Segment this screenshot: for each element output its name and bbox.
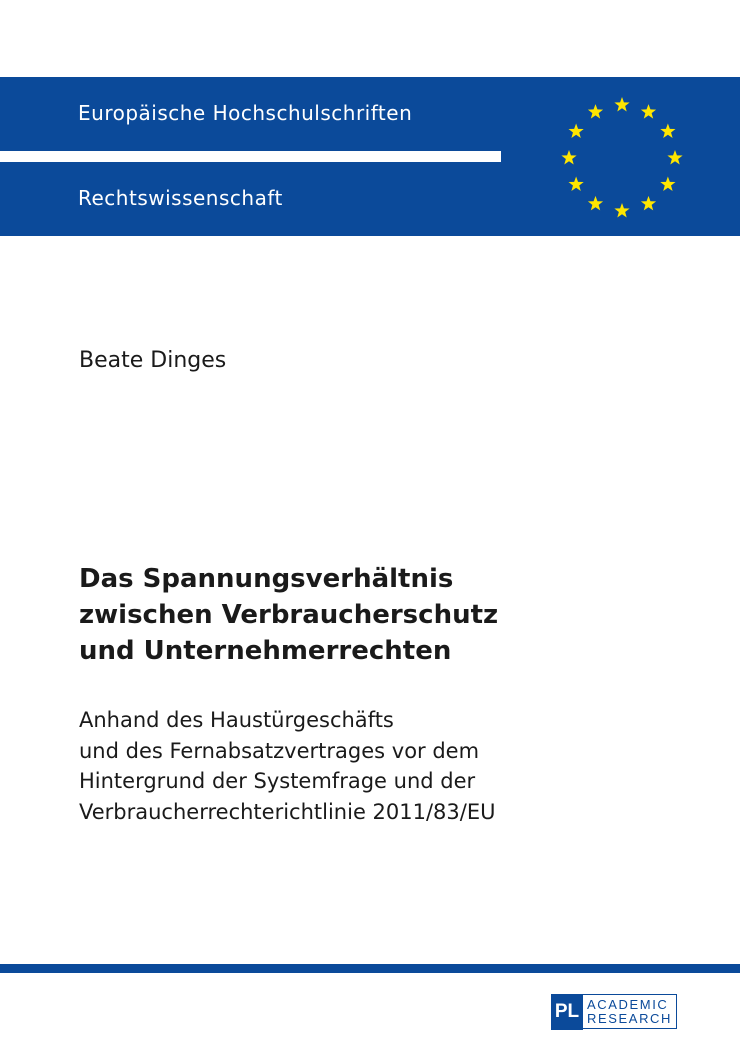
author-name: Beate Dinges	[79, 348, 227, 373]
star-icon	[641, 196, 656, 210]
star-icon	[667, 150, 682, 164]
publisher-logo-line: RESEARCH	[587, 1010, 673, 1026]
publisher-logo-line: ACADEMIC	[587, 996, 669, 1012]
star-icon	[588, 196, 603, 210]
star-icon	[568, 124, 583, 138]
star-icon	[614, 203, 629, 217]
eu-stars-icon	[552, 88, 692, 228]
book-title-line: und Unternehmerrechten	[79, 636, 452, 666]
series-divider-line	[0, 151, 501, 162]
book-title	[79, 561, 719, 669]
publisher-logo-text	[583, 994, 677, 1029]
star-icon	[568, 177, 583, 191]
book-subtitle-line: Verbraucherrechterichtlinie 2011/83/EU	[79, 799, 496, 824]
star-icon	[641, 104, 656, 118]
book-subtitle-line: und des Fernabsatzvertrages vor dem	[79, 738, 480, 763]
series-subject: Rechtswissenschaft	[78, 186, 283, 210]
star-icon	[614, 97, 629, 111]
bottom-band	[0, 964, 740, 973]
star-icon	[588, 104, 603, 118]
book-title-line: Das Spannungsverhältnis	[79, 564, 454, 594]
publisher-logo	[551, 994, 677, 1030]
book-subtitle	[79, 705, 719, 827]
book-subtitle-line: Anhand des Haustürgeschäfts	[79, 708, 394, 732]
star-icon	[561, 150, 576, 164]
star-icon	[660, 124, 675, 138]
series-title: Europäische Hochschulschriften	[78, 101, 413, 125]
book-title-line: zwischen Verbraucherschutz	[79, 600, 499, 630]
star-icon	[660, 177, 675, 191]
book-subtitle-line: Hintergrund der Systemfrage und der	[79, 769, 476, 793]
publisher-logo-mark: PL	[551, 994, 583, 1030]
